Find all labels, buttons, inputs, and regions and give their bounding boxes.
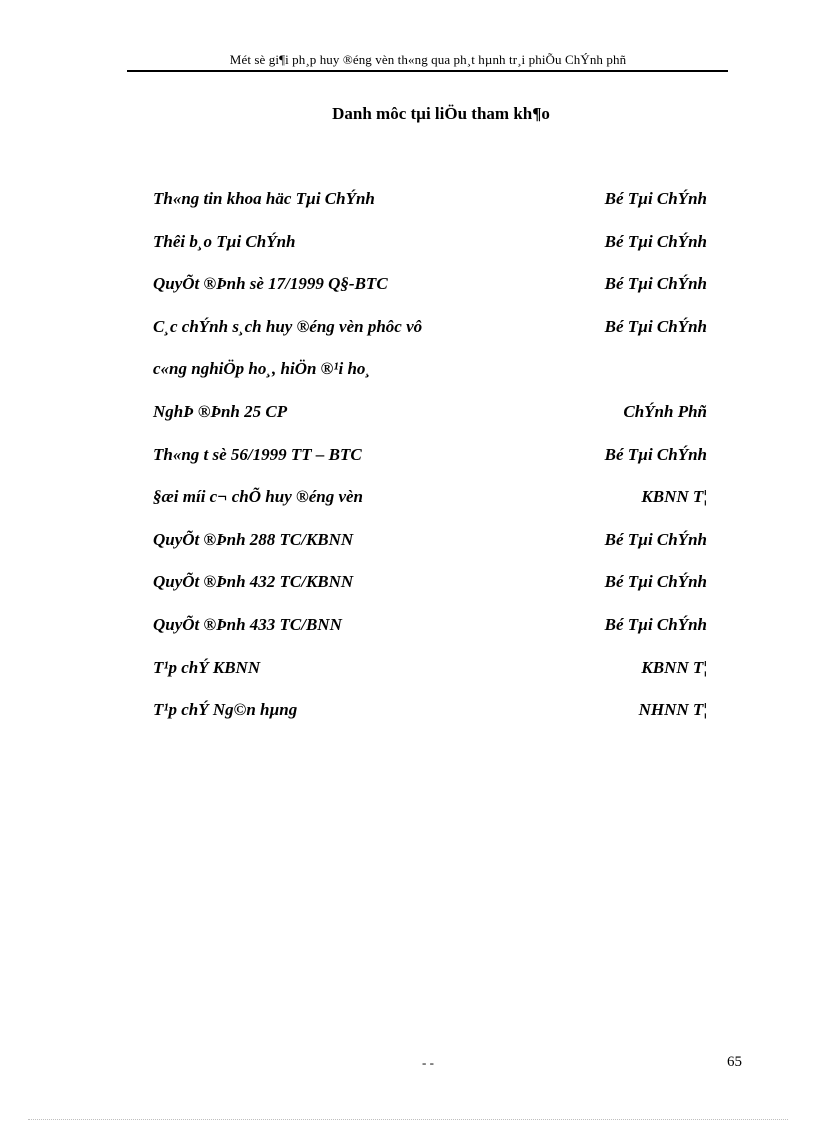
reference-title: c«ng nghiÖp ho¸, hiÖn ®¹i ho¸ — [153, 359, 372, 379]
reference-title: NghÞ ®Þnh 25 CP — [153, 401, 288, 421]
reference-source: Bé Tµi ChÝnh — [604, 231, 707, 251]
reference-source: Bé Tµi ChÝnh — [604, 572, 707, 592]
reference-title: QuyÕt ®Þnh 433 TC/BNN — [153, 614, 342, 634]
reference-title: Th«ng t sè 56/1999 TT – BTC — [153, 444, 362, 464]
reference-item — [153, 359, 707, 402]
reference-title: T¹p chÝ Ng©n hµng — [153, 700, 298, 720]
reference-item — [153, 189, 707, 232]
reference-source: KBNN T¦ — [641, 657, 707, 677]
reference-item — [153, 572, 707, 615]
reference-source: NHNN T¦ — [638, 700, 707, 720]
reference-title: §æi míi c¬ chÕ huy ®éng vèn — [153, 487, 363, 507]
reference-title: QuyÕt ®Þnh 288 TC/KBNN — [153, 529, 354, 549]
reference-source: Bé Tµi ChÝnh — [604, 316, 707, 336]
running-header: Mét sè gi¶i ph¸p huy ®éng vèn th«ng qua ph¸t hµnh tr¸i phiÕu ChÝnh phñ — [229, 52, 627, 67]
reference-title: Th«ng tin khoa häc Tµi ChÝnh — [153, 189, 375, 208]
reference-source: Bé Tµi ChÝnh — [604, 189, 707, 208]
reference-item — [153, 658, 707, 701]
reference-item — [153, 445, 707, 488]
page-number: 65 — [727, 1054, 742, 1070]
reference-item — [153, 700, 707, 743]
reference-list — [153, 189, 707, 743]
reference-title: Thêi b¸o Tµi ChÝnh — [153, 231, 296, 251]
footer-dash: - - — [422, 1055, 434, 1070]
reference-source: ChÝnh Phñ — [623, 401, 707, 421]
reference-title: QuyÕt ®Þnh sè 17/1999 Q§-BTC — [153, 274, 388, 294]
page-title: Danh môc tµi liÖu tham kh¶o — [332, 104, 550, 123]
page-bottom-rule — [28, 1119, 788, 1120]
reference-source: Bé Tµi ChÝnh — [604, 529, 707, 549]
reference-source: KBNN T¦ — [641, 487, 707, 507]
header-rule — [127, 70, 728, 72]
reference-item — [153, 274, 707, 317]
reference-item — [153, 615, 707, 658]
reference-item — [153, 402, 707, 445]
reference-source: Bé Tµi ChÝnh — [604, 274, 707, 294]
reference-item — [153, 317, 707, 360]
reference-item — [153, 232, 707, 275]
reference-item — [153, 487, 707, 530]
reference-source: Bé Tµi ChÝnh — [604, 614, 707, 634]
reference-title: QuyÕt ®Þnh 432 TC/KBNN — [153, 572, 354, 592]
reference-item — [153, 530, 707, 573]
reference-title: T¹p chÝ KBNN — [153, 657, 261, 677]
reference-source: Bé Tµi ChÝnh — [604, 444, 707, 464]
reference-title: C¸c chÝnh s¸ch huy ®éng vèn phôc vô — [153, 316, 423, 336]
